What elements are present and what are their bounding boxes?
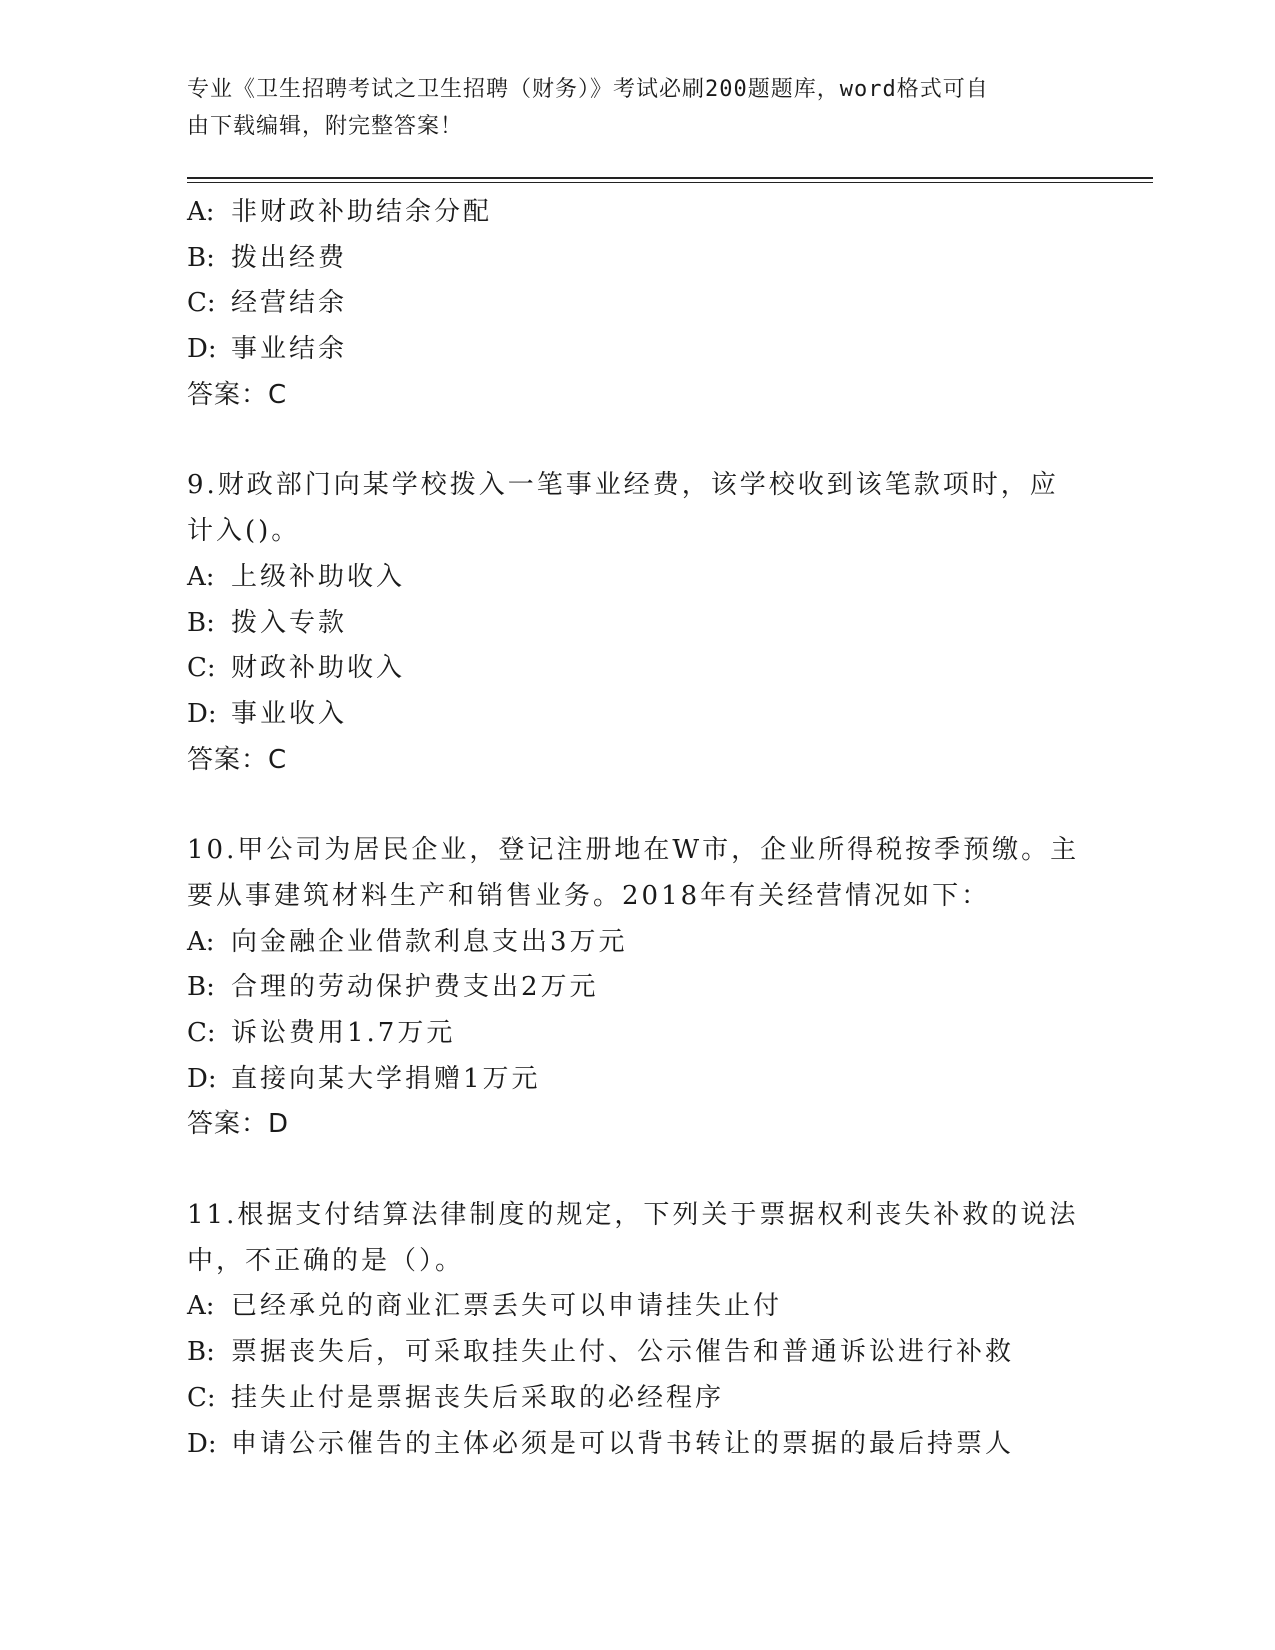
option-text: 拨入专款: [231, 607, 348, 638]
option-text: 合理的劳动保护费支出2万元: [231, 972, 599, 1003]
option-line: [187, 327, 1087, 373]
question-block: [187, 463, 1087, 783]
option-line: [187, 920, 1087, 966]
option-line: [187, 236, 1087, 282]
option-text: 已经承兑的商业汇票丢失可以申请挂失止付: [231, 1291, 783, 1322]
answer-line: 答案：C: [187, 744, 288, 775]
option-letter: D:: [187, 334, 217, 365]
option-letter: C:: [187, 1382, 216, 1413]
option-text: 经营结余: [231, 288, 348, 319]
option-letter: A:: [187, 926, 215, 957]
option-line: [187, 1011, 1087, 1057]
option-line: [187, 1330, 1087, 1376]
option-line: [187, 1057, 1087, 1103]
document-header: [187, 71, 1067, 145]
option-letter: B:: [187, 972, 215, 1003]
option-letter: C:: [187, 288, 216, 319]
question-block: [187, 190, 1087, 418]
option-line: [187, 1284, 1087, 1330]
question-stem-line: 计入()。: [187, 516, 301, 547]
question-list: [187, 190, 1087, 1467]
header-rule-thick: [187, 177, 1153, 179]
question-block: [187, 828, 1087, 1148]
option-text: 事业收入: [231, 698, 348, 729]
spacer: [187, 1148, 1087, 1193]
option-letter: A:: [187, 561, 215, 592]
option-line: [187, 190, 1087, 236]
answer-line: 答案：D: [187, 1109, 290, 1140]
option-line: [187, 1422, 1087, 1468]
spacer: [187, 783, 1087, 828]
option-letter: B:: [187, 1337, 215, 1368]
option-text: 拨出经费: [231, 242, 348, 273]
header-rule-thin: [187, 182, 1153, 183]
spacer: [187, 418, 1087, 463]
option-text: 直接向某大学捐赠1万元: [231, 1063, 541, 1094]
option-line: [187, 1376, 1087, 1422]
header-line-2: 由下载编辑，附完整答案！: [187, 114, 464, 139]
option-text: 上级补助收入: [231, 561, 406, 592]
option-letter: A:: [187, 1291, 215, 1322]
option-text: 诉讼费用1.7万元: [231, 1018, 456, 1048]
option-text: 票据丧失后，可采取挂失止付、公示催告和普通诉讼进行补救: [231, 1337, 1015, 1368]
header-line-1: 专业《卫生招聘考试之卫生招聘（财务）》考试必刷200题题库，word格式可自: [187, 77, 989, 102]
option-letter: B:: [187, 607, 215, 638]
option-letter: B:: [187, 242, 215, 273]
question-block: [187, 1193, 1087, 1467]
option-letter: A:: [187, 197, 215, 227]
question-stem-line: 9.财政部门向某学校拨入一笔事业经费，该学校收到该笔款项时，应: [187, 470, 1059, 501]
option-text: 申请公示催告的主体必须是可以背书转让的票据的最后持票人: [231, 1428, 1015, 1459]
question-stem-line: 10.甲公司为居民企业，登记注册地在W市，企业所得税按季预缴。主: [187, 835, 1080, 866]
option-text: 挂失止付是票据丧失后采取的必经程序: [231, 1382, 725, 1413]
option-line: [187, 555, 1087, 601]
option-line: [187, 601, 1087, 647]
option-line: [187, 965, 1087, 1011]
option-line: [187, 692, 1087, 738]
answer-line: 答案：C: [187, 379, 288, 410]
question-stem-line: 11.根据支付结算法律制度的规定，下列关于票据权利丧失补救的说法: [187, 1200, 1079, 1231]
option-letter: D:: [187, 698, 217, 729]
option-text: 向金融企业借款利息支出3万元: [231, 926, 628, 957]
question-stem-line: 中，不正确的是（）。: [187, 1245, 465, 1276]
option-line: [187, 646, 1087, 692]
option-letter: C:: [187, 1018, 216, 1048]
option-letter: D:: [187, 1428, 217, 1459]
option-letter: D:: [187, 1063, 217, 1094]
question-stem-line: 要从事建筑材料生产和销售业务。2018年有关经营情况如下：: [187, 880, 991, 911]
option-letter: C:: [187, 653, 216, 684]
option-text: 财政补助收入: [231, 653, 406, 684]
option-text: 事业结余: [231, 334, 348, 365]
option-line: [187, 281, 1087, 327]
option-text: 非财政补助结余分配: [231, 197, 493, 227]
